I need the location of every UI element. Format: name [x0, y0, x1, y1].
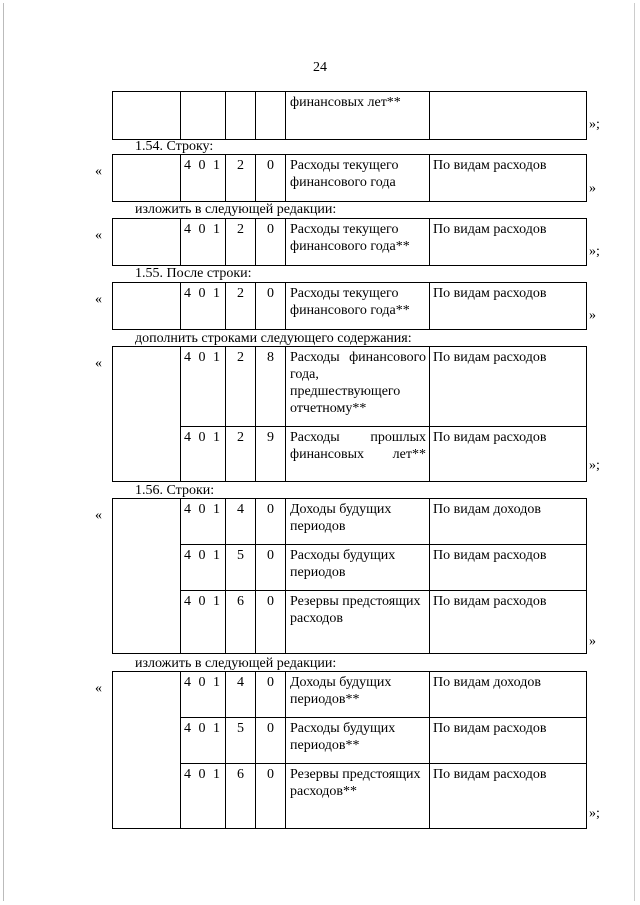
cell-type: По видам доходов — [430, 672, 587, 718]
cell-c2: 2 — [226, 427, 256, 482]
cell-name: Резервы предстоящих расходов — [286, 591, 430, 654]
closing-quote: »; — [589, 458, 600, 473]
cell-name: финансовых лет** — [286, 92, 430, 140]
cell-empty — [113, 672, 181, 829]
cell-empty — [113, 347, 181, 482]
table-1-55-add — [112, 346, 587, 482]
cell-type: По видам расходов — [430, 427, 587, 482]
cell-name-text: Расходы прошлых финансовых лет** — [290, 430, 426, 462]
cell-c2: 2 — [226, 219, 256, 266]
table-1-54-old — [112, 154, 587, 202]
cell-c3: 9 — [256, 427, 286, 482]
closing-quote: »; — [589, 806, 600, 821]
cell-empty — [113, 219, 181, 266]
cell-code: 4 0 1 — [181, 283, 226, 330]
closing-quote: » — [589, 308, 596, 323]
cell-empty — [113, 155, 181, 202]
cell-code: 4 0 1 — [181, 672, 226, 718]
opening-quote: « — [95, 356, 102, 371]
table-1-56-new — [112, 671, 587, 829]
cell-name: Расходы будущих периодов** — [286, 718, 430, 764]
cell-empty — [113, 499, 181, 654]
cell-name — [286, 347, 430, 427]
table-row — [113, 283, 587, 330]
page-number: 24 — [313, 60, 327, 75]
table-row — [113, 545, 587, 591]
cell-empty — [113, 283, 181, 330]
cell-code: 4 0 1 — [181, 499, 226, 545]
cell-c2: 2 — [226, 155, 256, 202]
closing-quote: »; — [589, 244, 600, 259]
cell-type: По видам расходов — [430, 718, 587, 764]
table-row — [113, 92, 587, 140]
cell-code: 4 0 1 — [181, 591, 226, 654]
cell-type: По видам расходов — [430, 219, 587, 266]
cell-c2: 4 — [226, 672, 256, 718]
cell-type: По видам расходов — [430, 155, 587, 202]
opening-quote: « — [95, 228, 102, 243]
table-1-55-after — [112, 282, 587, 330]
section-heading-1-56: 1.56. Строки: — [135, 483, 215, 498]
cell-c2: 5 — [226, 545, 256, 591]
cell-c3: 0 — [256, 545, 286, 591]
cell-code: 4 0 1 — [181, 347, 226, 427]
cell-type: По видам расходов — [430, 283, 587, 330]
cell-code: 4 0 1 — [181, 545, 226, 591]
table-row — [113, 591, 587, 654]
cell-code: 4 0 1 — [181, 219, 226, 266]
cell-code: 4 0 1 — [181, 764, 226, 829]
edit-heading: изложить в следующей редакции: — [135, 656, 337, 671]
cell-name: Резервы предстоящих расходов** — [286, 764, 430, 829]
cell-type: По видам расходов — [430, 545, 587, 591]
cell-name — [286, 427, 430, 482]
cell-type: По видам доходов — [430, 499, 587, 545]
cell-empty — [113, 92, 181, 140]
cell-name: Доходы будущих периодов — [286, 499, 430, 545]
cell-c3: 8 — [256, 347, 286, 427]
cell-c3: 0 — [256, 718, 286, 764]
section-heading-1-55: 1.55. После строки: — [135, 266, 252, 281]
cell-name: Расходы текущего финансового года — [286, 155, 430, 202]
cell-c3: 0 — [256, 672, 286, 718]
cell-code — [181, 92, 226, 140]
table-row — [113, 219, 587, 266]
cell-c2 — [226, 92, 256, 140]
cell-name: Расходы текущего финансового года** — [286, 219, 430, 266]
table-row — [113, 718, 587, 764]
cell-c2: 6 — [226, 591, 256, 654]
table-row — [113, 347, 587, 427]
opening-quote: « — [95, 164, 102, 179]
table-1-54-new — [112, 218, 587, 266]
cell-type — [430, 92, 587, 140]
table-1-56-old — [112, 498, 587, 654]
table-continuation — [112, 91, 587, 140]
cell-code: 4 0 1 — [181, 718, 226, 764]
opening-quote: « — [95, 292, 102, 307]
table-row — [113, 155, 587, 202]
cell-code: 4 0 1 — [181, 155, 226, 202]
add-heading: дополнить строками следующего содержания: — [135, 331, 412, 346]
closing-quote: » — [589, 181, 596, 196]
cell-name: Расходы текущего финансового года** — [286, 283, 430, 330]
cell-c2: 6 — [226, 764, 256, 829]
cell-c3: 0 — [256, 591, 286, 654]
closing-quote: » — [589, 634, 596, 649]
table-row — [113, 672, 587, 718]
cell-c2: 4 — [226, 499, 256, 545]
cell-c3: 0 — [256, 499, 286, 545]
opening-quote: « — [95, 508, 102, 523]
cell-type: По видам расходов — [430, 591, 587, 654]
section-heading-1-54: 1.54. Строку: — [135, 139, 214, 154]
closing-quote: »; — [589, 117, 600, 132]
cell-c2: 2 — [226, 347, 256, 427]
cell-c3 — [256, 92, 286, 140]
cell-name: Расходы будущих периодов — [286, 545, 430, 591]
cell-name: Доходы будущих периодов** — [286, 672, 430, 718]
cell-c3: 0 — [256, 219, 286, 266]
cell-c2: 2 — [226, 283, 256, 330]
table-row — [113, 427, 587, 482]
cell-c3: 0 — [256, 764, 286, 829]
table-row — [113, 499, 587, 545]
cell-type: По видам расходов — [430, 347, 587, 427]
cell-c3: 0 — [256, 283, 286, 330]
cell-name-text: Расходы финансового года, предшествующего отчетному** — [290, 350, 426, 416]
opening-quote: « — [95, 681, 102, 696]
cell-c3: 0 — [256, 155, 286, 202]
cell-type: По видам расходов — [430, 764, 587, 829]
cell-code: 4 0 1 — [181, 427, 226, 482]
cell-c2: 5 — [226, 718, 256, 764]
table-row — [113, 764, 587, 829]
edit-heading: изложить в следующей редакции: — [135, 202, 337, 217]
